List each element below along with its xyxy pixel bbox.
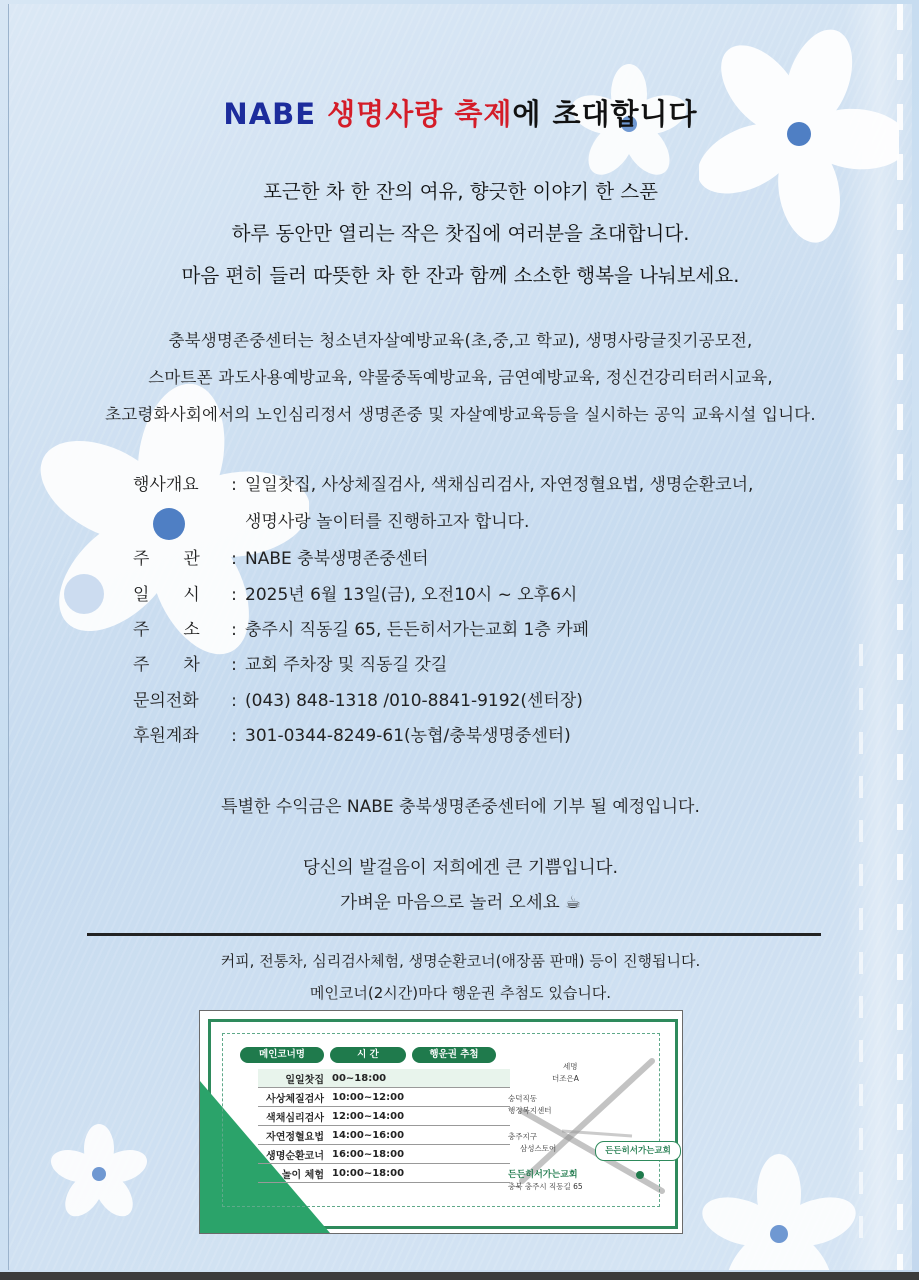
info-label: 주 차 xyxy=(133,655,200,675)
title-festival: 축제 xyxy=(454,97,513,131)
table-row: 자연정혈요법 14:00~16:00 xyxy=(258,1126,510,1145)
info-label: 행사개요 xyxy=(133,475,199,495)
closing-line: 가벼운 마음으로 놀러 오세요 ☕ xyxy=(340,893,581,913)
map-marker xyxy=(636,1171,644,1179)
info-value: 301-0344-8249-61(농협/충북생명중센터) xyxy=(245,726,571,746)
info-row-host: 주 관 : NABE 충북생명존중센터 xyxy=(133,544,429,569)
info-label: 후원계좌 xyxy=(133,726,199,746)
donation-note: 특별한 수익금은 NABE 충북생명존중센터에 기부 될 예정입니다. xyxy=(221,797,700,817)
table-row: 일일찻집 00~18:00 xyxy=(258,1069,510,1088)
flower-decoration xyxy=(699,1154,859,1270)
info-row-overview-cont xyxy=(133,507,529,532)
map-label: 충주지구 xyxy=(508,1132,537,1141)
description-line: 초고령화사회에서의 노인심리정서 생명존중 및 자살예방교육등을 실시하는 공익 교육시설 입니다. xyxy=(105,405,816,424)
info-row-account: 후원계좌 : 301-0344-8249-61(농협/충북생명중센터) xyxy=(133,721,571,746)
info-row-address: 주 소 : 충주시 직동길 65, 든든히서가는교회 1층 카페 xyxy=(133,615,589,640)
map-label: 더조은A xyxy=(552,1074,579,1083)
schedule-table xyxy=(258,1069,510,1183)
info-row-overview: 행사개요 : 일일찻집, 사상체질검사, 색채심리검사, 자연정혈요법, 생명순환코너, xyxy=(133,470,753,495)
header-time: 시 간 xyxy=(330,1047,406,1063)
map-label: 행정복지센터 xyxy=(508,1106,552,1115)
table-row: 놀이 체험 10:00~18:00 xyxy=(258,1164,510,1183)
header-corner-name: 메인코너명 xyxy=(240,1047,324,1063)
description-line: 스마트폰 과도사용예방교육, 약물중독예방교육, 금연예방교육, 정신건강리터러시교육, xyxy=(148,368,773,387)
map-label: 삼성스토어 xyxy=(520,1144,557,1153)
bottom-strip xyxy=(0,1272,919,1280)
info-value: NABE 충북생명존중센터 xyxy=(245,549,429,569)
map-label-church: 든든히서가는교회 xyxy=(508,1170,578,1180)
note-line: 메인코너(2시간)마다 행운권 추첨도 있습니다. xyxy=(309,984,612,1002)
info-label: 일 시 xyxy=(133,585,200,605)
info-value: (043) 848-1318 /010-8841-9192(센터장) xyxy=(245,691,583,711)
poster xyxy=(8,4,912,1270)
closing-line: 당신의 발걸음이 저희에겐 큰 기쁨입니다. xyxy=(302,858,619,878)
header-lucky-draw: 행운권 추첨 xyxy=(412,1047,496,1063)
info-value: 일일찻집, 사상체질검사, 색채심리검사, 자연정혈요법, 생명순환코너, xyxy=(245,475,754,495)
info-label: 문의전화 xyxy=(133,691,199,711)
table-row: 색채심리검사 12:00~14:00 xyxy=(258,1107,510,1126)
description-line: 충북생명존중센터는 청소년자살예방교육(초,중,고 학교), 생명사랑글짓기공모전, xyxy=(168,331,753,350)
info-value: 2025년 6월 13일(금), 오전10시 ~ 오후6시 xyxy=(245,585,578,605)
info-row-parking: 주 차 : 교회 주차장 및 직동길 갓길 xyxy=(133,650,447,675)
info-label: 주 관 xyxy=(133,549,200,569)
info-value: 교회 주차장 및 직동길 갓길 xyxy=(245,655,448,675)
info-value: 생명사랑 놀이터를 진행하고자 합니다. xyxy=(245,512,530,532)
flower-decoration xyxy=(59,569,109,619)
map-label: 세명 xyxy=(563,1062,578,1071)
page-title xyxy=(9,92,912,133)
flower-decoration xyxy=(699,24,899,244)
note-line: 커피, 전통차, 심리검사체험, 생명순환코너(애장품 판매) 등이 진행됩니다. xyxy=(220,952,701,970)
decorative-stitch xyxy=(859,644,863,1244)
title-life-love: 생명사랑 xyxy=(327,97,444,131)
info-row-phone: 문의전화 : (043) 848-1318 /010-8841-9192(센터장) xyxy=(133,686,583,711)
info-label: 주 소 xyxy=(133,620,200,640)
intro-line: 포근한 차 한 잔의 여유, 향긋한 이야기 한 스푼 xyxy=(263,180,658,203)
map-label: 숭덕직동 xyxy=(508,1094,537,1103)
intro-line: 마음 편히 들러 따뜻한 차 한 잔과 함께 소소한 행복을 나눠보세요. xyxy=(181,264,740,287)
info-value: 충주시 직동길 65, 든든히서가는교회 1층 카페 xyxy=(245,620,590,640)
table-row: 생명순환코너 16:00~18:00 xyxy=(258,1145,510,1164)
schedule-map-card xyxy=(199,1010,683,1234)
flower-decoration xyxy=(49,1124,149,1224)
title-nabe: NABE xyxy=(223,97,317,131)
divider xyxy=(87,933,821,936)
title-invite: 에 초대합니다 xyxy=(512,97,698,131)
info-row-datetime: 일 시 : 2025년 6월 13일(금), 오전10시 ~ 오후6시 xyxy=(133,580,577,605)
table-row: 사상체질검사 10:00~12:00 xyxy=(258,1088,510,1107)
map-label-address: 충북 충주시 직동길 65 xyxy=(508,1182,583,1191)
map-church-pill: 든든히서가는교회 xyxy=(595,1141,681,1161)
intro-line: 하루 동안만 열리는 작은 찻집에 여러분을 초대합니다. xyxy=(231,222,690,245)
